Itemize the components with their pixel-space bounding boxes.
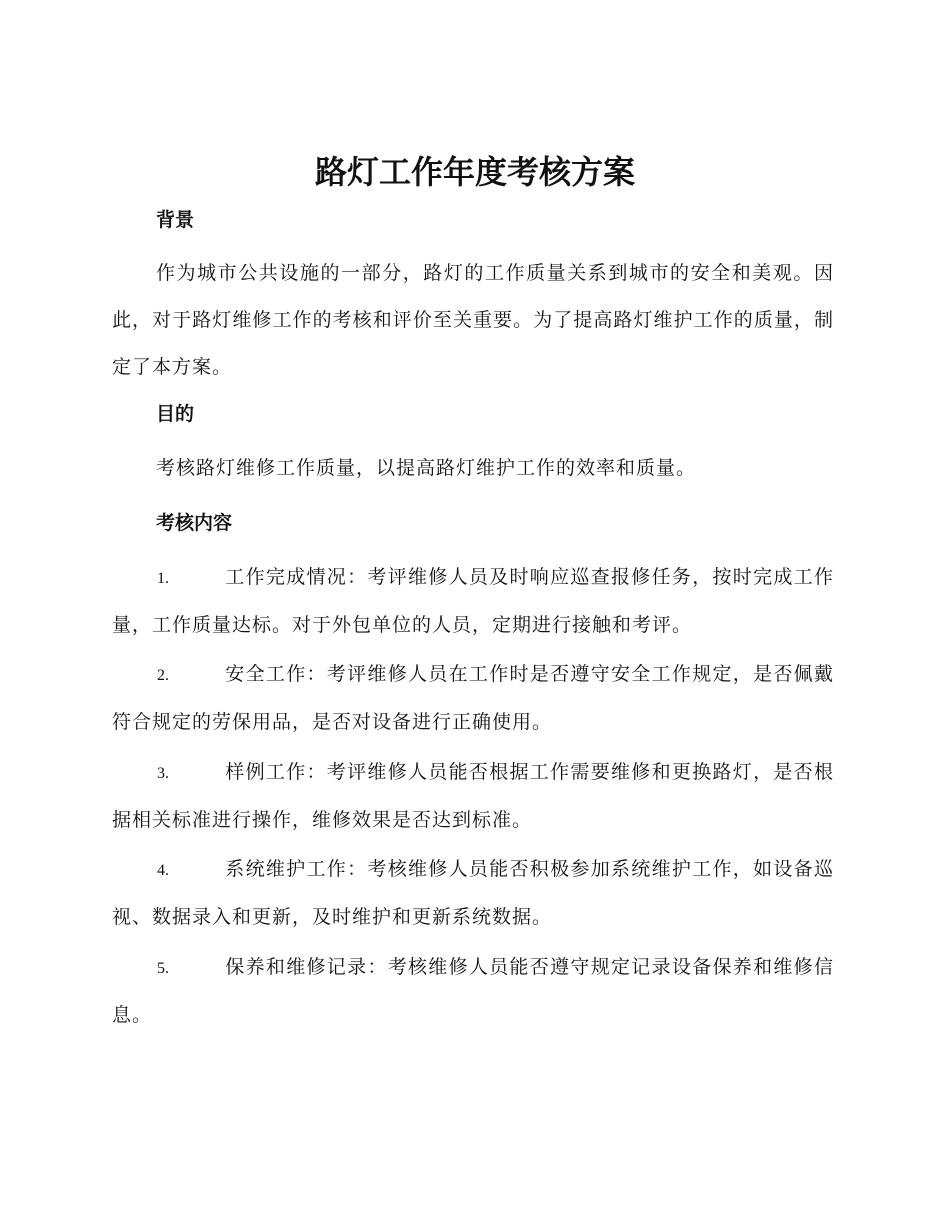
- list-item-number: 5.: [157, 960, 169, 977]
- purpose-paragraph: 考核路灯维修工作质量，以提高路灯维护工作的效率和质量。: [156, 457, 697, 479]
- list-item-number: 1.: [157, 570, 169, 587]
- list-item-number: 3.: [157, 765, 169, 782]
- background-paragraph: 作为城市公共设施的一部分，路灯的工作质量关系到城市的安全和美观。因此，对于路灯维修工作的考核和评价至关重要。为了提高路灯维护工作的质量，制定了本方案。: [112, 262, 834, 378]
- list-item-text: 工作完成情况：考评维修人员及时响应巡查报修任务，按时完成工作量，工作质量达标。对于外包单位的人员，定期进行接触和考评。: [112, 566, 834, 636]
- section-heading-purpose: 目的: [156, 403, 195, 425]
- section-heading-background: 背景: [156, 209, 195, 231]
- list-item: [112, 651, 834, 746]
- list-item-text: 保养和维修记录：考核维修人员能否遵守规定记录设备保养和维修信息。: [112, 956, 834, 1026]
- list-item-number: 2.: [157, 667, 169, 684]
- list-item-text: 安全工作：考评维修人员在工作时是否遵守安全工作规定，是否佩戴符合规定的劳保用品，是否对设备进行正确使用。: [112, 663, 834, 733]
- list-item: [112, 846, 834, 941]
- list-item-number: 4.: [157, 862, 169, 879]
- document-title: 路灯工作年度考核方案: [314, 153, 635, 191]
- list-item-text: 系统维护工作：考核维修人员能否积极参加系统维护工作，如设备巡视、数据录入和更新，及时维护和更新系统数据。: [112, 858, 834, 928]
- section-heading-content: 考核内容: [156, 512, 233, 534]
- list-item: [112, 944, 834, 1039]
- list-item: [112, 554, 834, 649]
- list-item-text: 样例工作：考评维修人员能否根据工作需要维修和更换路灯，是否根据相关标准进行操作，维修效果是否达到标准。: [112, 761, 834, 831]
- list-item: [112, 749, 834, 844]
